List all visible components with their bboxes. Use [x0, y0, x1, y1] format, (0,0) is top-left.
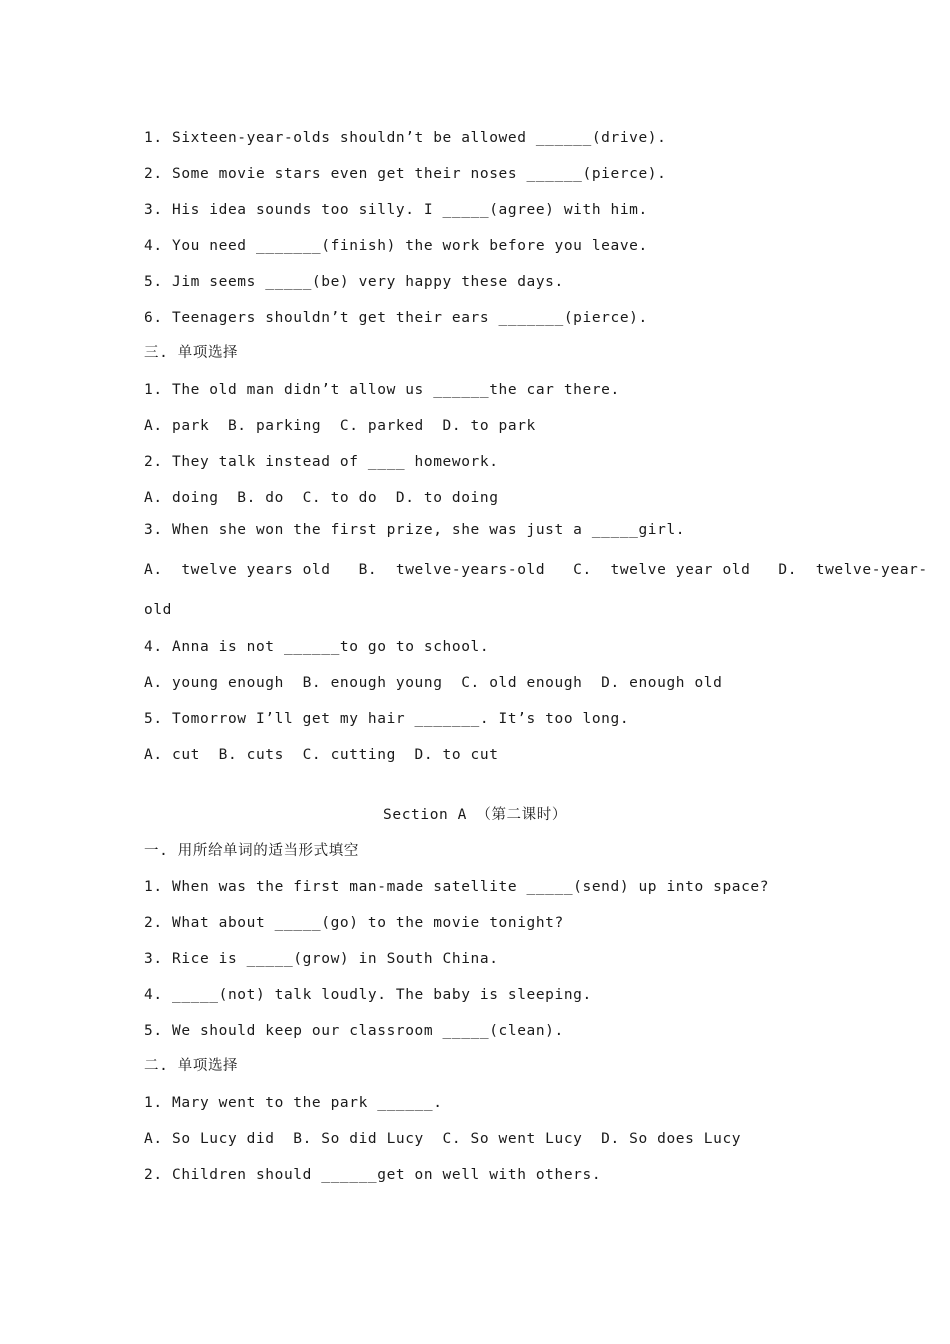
choice-options-4: A. young enough B. enough young C. old enough D. enough old	[144, 675, 723, 691]
choice-options-5: A. cut B. cuts C. cutting D. to cut	[144, 747, 499, 763]
section-title: Section A （第二课时）	[383, 807, 567, 823]
fill-item-6: 6. Teenagers shouldn’t get their ears _______(pierce).	[144, 310, 648, 326]
fill-item-5: 5. We should keep our classroom _____(clean).	[144, 1023, 564, 1039]
fill-item-4: 4. _____(not) talk loudly. The baby is sleeping.	[144, 987, 592, 1003]
choice-options-2: A. doing B. do C. to do D. to doing	[144, 490, 499, 506]
fill-item-3: 3. His idea sounds too silly. I _____(agree) with him.	[144, 202, 648, 218]
fill-item-1: 1. Sixteen-year-olds shouldn’t be allowed ______(drive).	[144, 130, 667, 146]
choice-options-3-continued: old	[144, 602, 172, 618]
choice-options-1: A. park B. parking C. parked D. to park	[144, 418, 536, 434]
fill-item-3: 3. Rice is _____(grow) in South China.	[144, 951, 499, 967]
choice-question-3: 3. When she won the first prize, she was just a _____girl.	[144, 522, 686, 538]
choice-question-1: 1. Mary went to the park ______.	[144, 1095, 443, 1111]
choice-question-2: 2. They talk instead of ____ homework.	[144, 454, 499, 470]
section-heading-fill: 一. 用所给单词的适当形式填空	[144, 843, 359, 859]
choice-question-4: 4. Anna is not ______to go to school.	[144, 639, 490, 655]
fill-item-4: 4. You need _______(finish) the work before you leave.	[144, 238, 648, 254]
choice-options-1: A. So Lucy did B. So did Lucy C. So went Lucy D. So does Lucy	[144, 1131, 742, 1147]
choice-question-1: 1. The old man didn’t allow us ______the car there.	[144, 382, 620, 398]
choice-question-5: 5. Tomorrow I’ll get my hair _______. It’s too long.	[144, 711, 630, 727]
choice-question-2: 2. Children should ______get on well with others.	[144, 1167, 602, 1183]
choice-options-3: A. twelve years old B. twelve-years-old C. twelve year old D. twelve-year-	[144, 562, 928, 578]
fill-item-1: 1. When was the first man-made satellite _____(send) up into space?	[144, 879, 770, 895]
fill-item-2: 2. What about _____(go) to the movie tonight?	[144, 915, 564, 931]
fill-item-2: 2. Some movie stars even get their noses ______(pierce).	[144, 166, 667, 182]
section-heading-choice: 三. 单项选择	[144, 345, 239, 361]
fill-item-5: 5. Jim seems _____(be) very happy these days.	[144, 274, 564, 290]
section-heading-choice: 二. 单项选择	[144, 1058, 239, 1074]
